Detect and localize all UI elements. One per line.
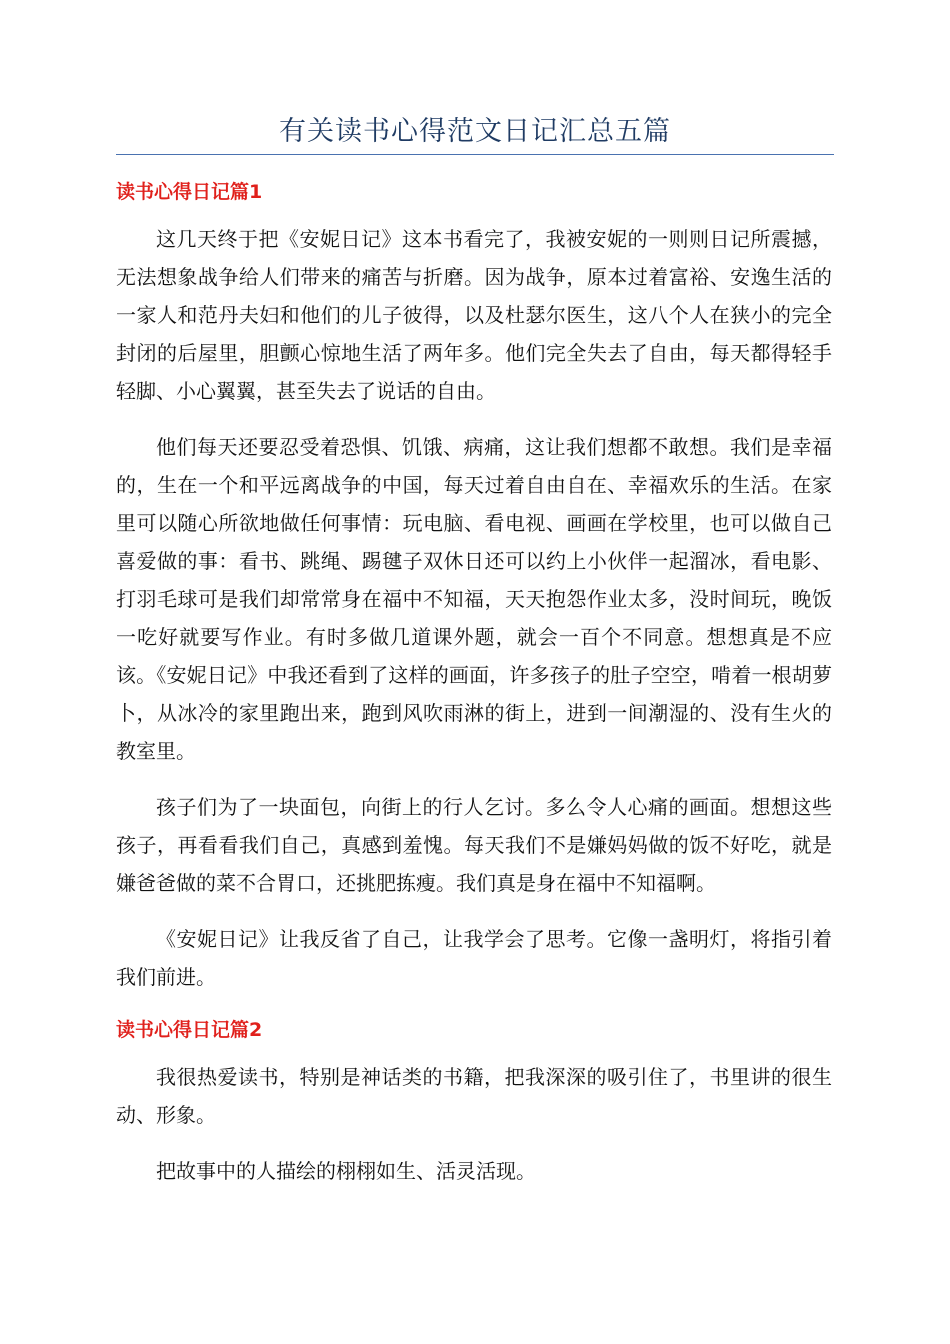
- section-heading: 读书心得日记篇1: [116, 181, 263, 203]
- section-diary-2: [116, 1014, 832, 1190]
- paragraph: 《安妮日记》让我反省了自己，让我学会了思考。它像一盏明灯，将指引着我们前进。: [116, 927, 832, 989]
- paragraph: 这几天终于把《安妮日记》这本书看完了，我被安妮的一则则日记所震撼，无法想象战争给人们带来的痛苦与折磨。因为战争，原本过着富裕、安逸生活的一家人和范丹夫妇和他们的儿子彼得，以及杜瑟尔医生，这八个人在狭小的完全封闭的后屋里，胆颤心惊地生活了两年多。他们完全失去了自由，每天都得轻手轻脚、小心翼翼，甚至失去了说话的自由。: [116, 227, 832, 403]
- section-heading: 读书心得日记篇2: [116, 1019, 263, 1041]
- title-underline: [116, 154, 834, 155]
- paragraph: 他们每天还要忍受着恐惧、饥饿、病痛，这让我们想都不敢想。我们是幸福的，生在一个和平远离战争的中国，每天过着自由自在、幸福欢乐的生活。在家里可以随心所欲地做任何事情：玩电脑、看电视、画画在学校里，也可以做自己喜爱做的事：看书、跳绳、踢毽子双休日还可以约上小伙伴一起溜冰，看电影、打羽毛球可是我们却常常身在福中不知福，天天抱怨作业太多，没时间玩，晚饭一吃好就要写作业。有时多做几道课外题，就会一百个不同意。想想真是不应该。《安妮日记》中我还看到了这样的画面，许多孩子的肚子空空，啃着一根胡萝卜，从冰冷的家里跑出来，跑到风吹雨淋的街上，进到一间潮湿的、没有生火的教室里。: [116, 435, 832, 763]
- document-body: [116, 176, 832, 1208]
- paragraph: 我很热爱读书，特别是神话类的书籍，把我深深的吸引住了，书里讲的很生动、形象。: [116, 1065, 832, 1127]
- section-diary-1: [116, 176, 832, 996]
- paragraph: 孩子们为了一块面包，向街上的行人乞讨。多么令人心痛的画面。想想这些孩子，再看看我们自己，真感到羞愧。每天我们不是嫌妈妈做的饭不好吃，就是嫌爸爸做的菜不合胃口，还挑肥拣瘦。我们真是身在福中不知福啊。: [116, 795, 832, 895]
- paragraph: 把故事中的人描绘的栩栩如生、活灵活现。: [156, 1159, 536, 1183]
- document-title: 有关读书心得范文日记汇总五篇: [279, 116, 671, 147]
